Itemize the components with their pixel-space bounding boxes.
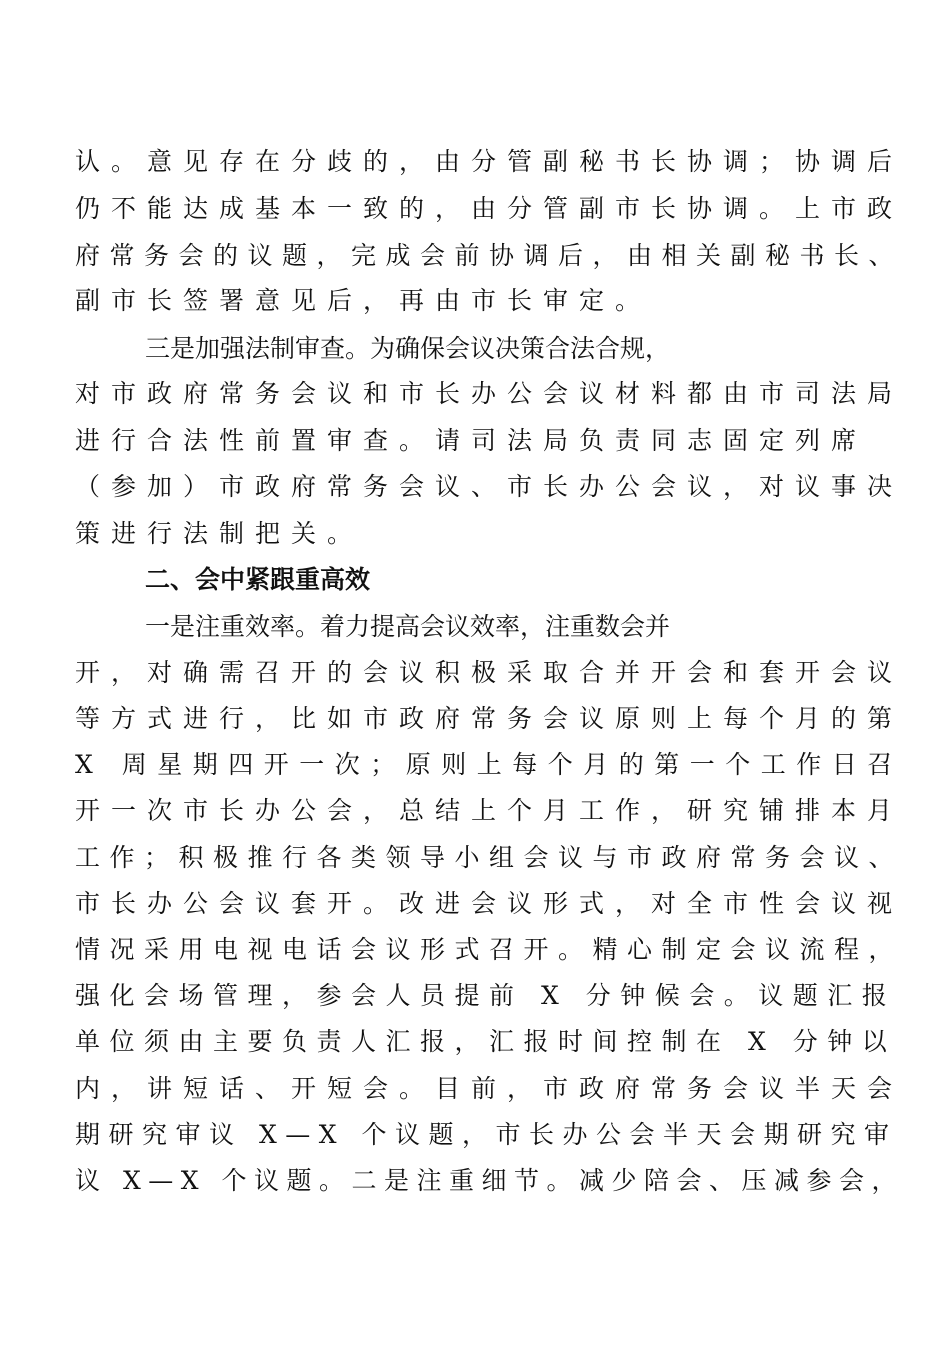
section-heading: 二、会中紧跟重高效 — [145, 565, 371, 594]
text-line: 策进行法制把关。 — [75, 519, 364, 548]
text-line: 进行合法性前置审查。请司法局负责同志固定列席 — [75, 426, 868, 455]
text-line: 工作；积极推行各类领导小组会议与市政府常务会议、 — [75, 843, 904, 872]
text-line: 对市政府常务会议和市长办公会议材料都由市司法局 — [75, 379, 904, 408]
text-line: 认。意见存在分歧的，由分管副秘书长协调；协调后 — [75, 147, 904, 176]
paragraph-first-line: 三是加强法制审查。为确保会议决策合法合规， — [145, 334, 671, 363]
text-line: X 周星期四开一次；原则上每个月的第一个工作日召 — [75, 750, 903, 779]
text-line: 内，讲短话、开短会。目前，市政府常务会议半天会 — [75, 1074, 904, 1103]
text-line: （参加）市政府常务会议、市长办公会议，对议事决 — [75, 472, 904, 501]
text-line: 开，对确需召开的会议积极采取合并开会和套开会议 — [75, 658, 904, 687]
text-line: 情况采用电视电话会议形式召开。精心制定会议流程， — [75, 935, 904, 964]
text-line: 期研究审议 X—X 个议题，市长办公会半天会期研究审 — [75, 1120, 898, 1149]
text-line: 等方式进行，比如市政府常务会议原则上每个月的第 — [75, 704, 904, 733]
text-line: 强化会场管理，参会人员提前 X 分钟候会。议题汇报 — [75, 981, 897, 1010]
text-line: 府常务会的议题，完成会前协调后，由相关副秘书长、 — [75, 241, 904, 270]
text-line: 副市长签署意见后，再由市长审定。 — [75, 286, 652, 315]
paragraph-first-line: 一是注重效率。着力提高会议效率，注重数会并 — [145, 612, 671, 641]
text-line: 开一次市长办公会，总结上个月工作，研究铺排本月 — [75, 796, 904, 825]
text-line: 仍不能达成基本一致的，由分管副市长协调。上市政 — [75, 194, 904, 223]
text-line: 市长办公会议套开。改进会议形式，对全市性会议视 — [75, 889, 904, 918]
text-line: 单位须由主要负责人汇报，汇报时间控制在 X 分钟以 — [75, 1027, 897, 1056]
text-line: 议 X—X 个议题。二是注重细节。减少陪会、压减参会， — [75, 1166, 904, 1195]
